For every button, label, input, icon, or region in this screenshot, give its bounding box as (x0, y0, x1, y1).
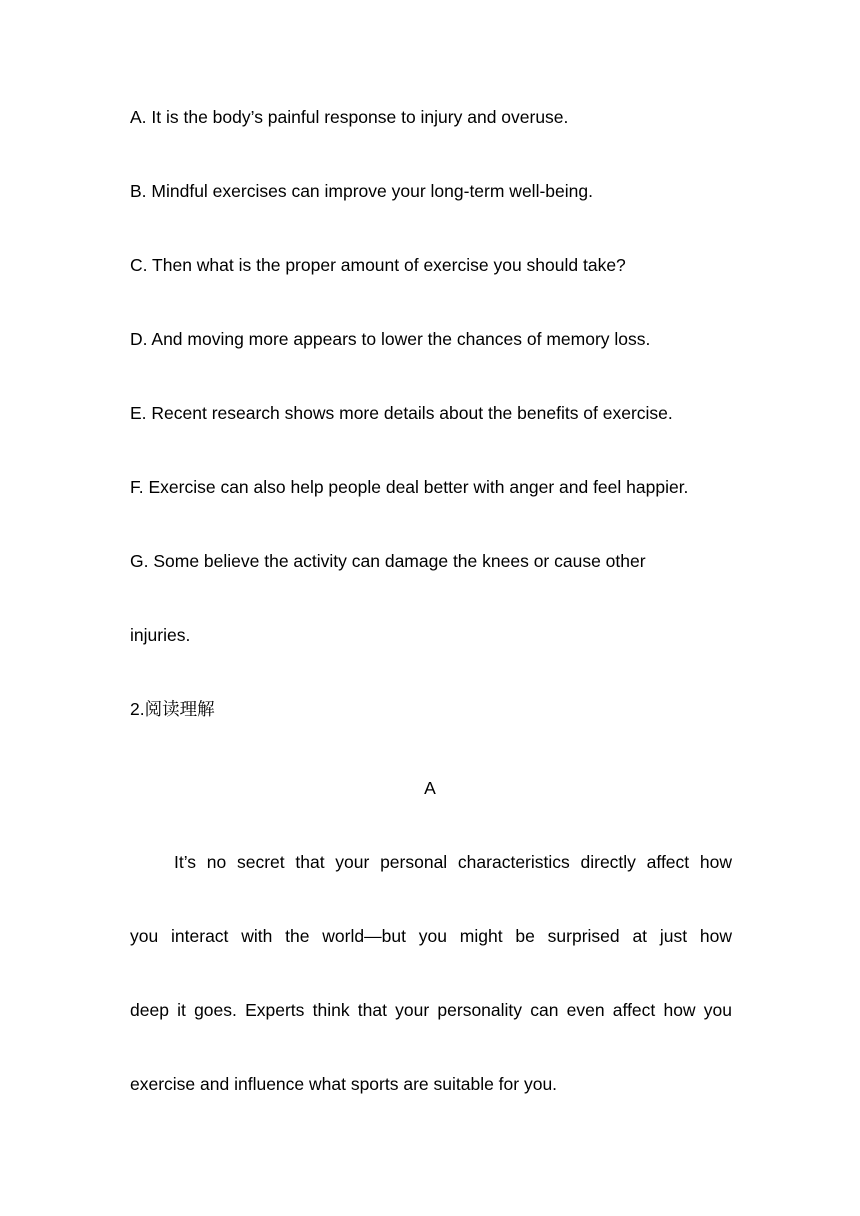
paragraph-line: exercise and influence what sports are suitable for you. (130, 1074, 558, 1094)
option-d: D. And moving more appears to lower the chances of memory loss. (130, 329, 651, 349)
option-f: F. Exercise can also help people deal better with anger and feel happier. (130, 477, 689, 497)
section-heading: 2.阅读理解 (130, 699, 215, 719)
option-c: C. Then what is the proper amount of exercise you should take? (130, 255, 626, 275)
option-g: G. Some believe the activity can damage the knees or cause other (130, 551, 646, 571)
paragraph-line: deep it goes. Experts think that your personality can even affect how you (130, 1000, 732, 1020)
option-g-continued: injuries. (130, 625, 191, 645)
option-b: B. Mindful exercises can improve your long-term well-being. (130, 181, 593, 201)
option-e: E. Recent research shows more details about the benefits of exercise. (130, 403, 673, 423)
paragraph-line: It’s no secret that your personal characteristics directly affect how (174, 852, 732, 872)
option-a: A. It is the body’s painful response to injury and overuse. (130, 107, 569, 127)
passage-label: A (424, 778, 436, 798)
paragraph-line: you interact with the world—but you might be surprised at just how (130, 926, 732, 946)
